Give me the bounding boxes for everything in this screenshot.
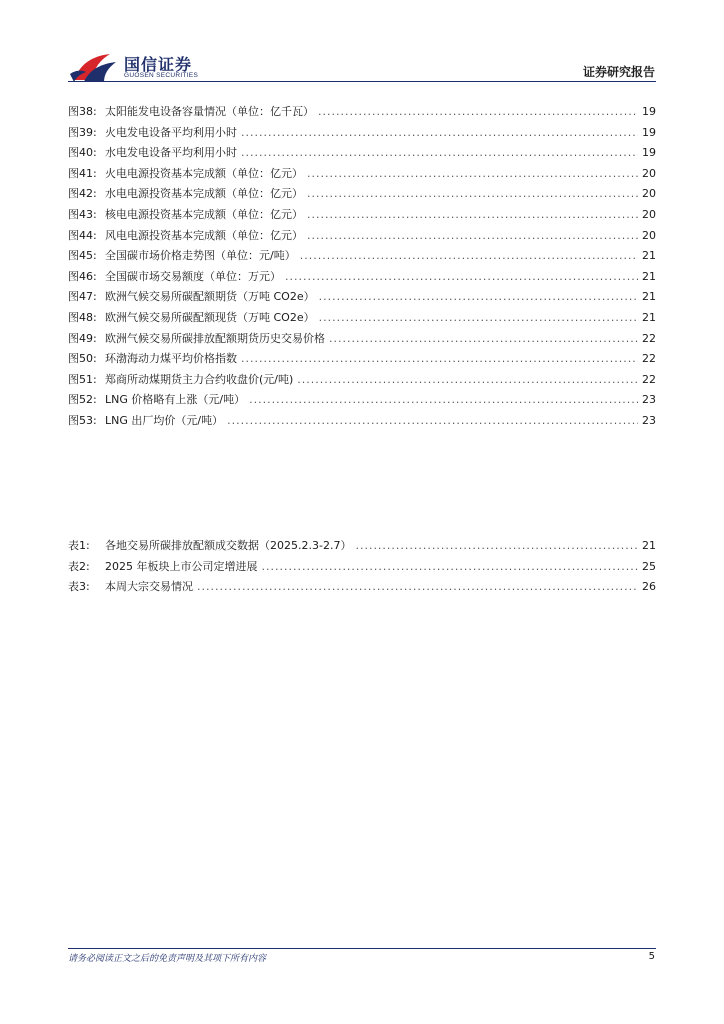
figure-entry[interactable] bbox=[68, 411, 656, 432]
figure-entry-label: 图44: bbox=[68, 228, 97, 242]
figure-entry-page: 20 bbox=[642, 166, 656, 180]
figure-entry-label: 图40: bbox=[68, 146, 97, 160]
figure-entry-label: 图39: bbox=[68, 125, 97, 139]
figure-entry-label: 图49: bbox=[68, 331, 97, 345]
dot-leader bbox=[241, 123, 638, 144]
figure-entry[interactable] bbox=[68, 205, 656, 226]
figure-entry[interactable] bbox=[68, 349, 656, 370]
figure-entry-title: 欧洲气候交易所碳配额现货（万吨 CO2e） bbox=[105, 310, 315, 324]
figure-entry[interactable] bbox=[68, 143, 656, 164]
dot-leader bbox=[319, 308, 638, 329]
figure-entry-label: 图50: bbox=[68, 352, 97, 366]
figure-entry-page: 21 bbox=[642, 269, 656, 283]
figure-entry-page: 21 bbox=[642, 310, 656, 324]
figure-entry-page: 23 bbox=[642, 413, 656, 427]
figure-entry[interactable] bbox=[68, 308, 656, 329]
dot-leader bbox=[355, 536, 638, 557]
figure-entry-title: 核电电源投资基本完成额（单位：亿元） bbox=[105, 207, 303, 221]
footer-divider bbox=[68, 948, 656, 949]
table-entry-title: 2025 年板块上市公司定增进展 bbox=[105, 559, 258, 573]
dot-leader bbox=[300, 246, 638, 267]
figure-entry-label: 图47: bbox=[68, 290, 97, 304]
figure-entry-title: 水电发电设备平均利用小时 bbox=[105, 146, 237, 160]
dot-leader bbox=[241, 143, 638, 164]
dot-leader bbox=[249, 390, 638, 411]
figure-entry-label: 图53: bbox=[68, 413, 97, 427]
figure-entry-title: 欧洲气候交易所碳配额期货（万吨 CO2e） bbox=[105, 290, 315, 304]
figure-entry[interactable] bbox=[68, 123, 656, 144]
figure-entry-page: 22 bbox=[642, 352, 656, 366]
dot-leader bbox=[307, 184, 638, 205]
dot-leader bbox=[307, 164, 638, 185]
figure-entry-title: LNG 出厂均价（元/吨） bbox=[105, 413, 224, 427]
figure-entry[interactable] bbox=[68, 267, 656, 288]
figure-entry[interactable] bbox=[68, 184, 656, 205]
dot-leader bbox=[197, 577, 638, 598]
figure-entry-label: 图45: bbox=[68, 249, 97, 263]
figure-entry-title: 欧洲气候交易所碳排放配额期货历史交易价格 bbox=[105, 331, 325, 345]
figure-entry-page: 20 bbox=[642, 187, 656, 201]
logo-english-name: GUOSEN SECURITIES bbox=[124, 72, 199, 79]
figure-entry-title: 火电电源投资基本完成额（单位：亿元） bbox=[105, 166, 303, 180]
table-entry-label: 表2: bbox=[68, 559, 90, 573]
figure-entry-title: LNG 价格略有上涨（元/吨） bbox=[105, 393, 246, 407]
figure-entry-label: 图46: bbox=[68, 269, 97, 283]
figure-entry[interactable] bbox=[68, 390, 656, 411]
figure-entry-page: 21 bbox=[642, 290, 656, 304]
figure-entry-title: 郑商所动煤期货主力合约收盘价(元/吨) bbox=[105, 372, 294, 386]
figure-entry-label: 图43: bbox=[68, 207, 97, 221]
dot-leader bbox=[319, 287, 638, 308]
figure-entry-label: 图41: bbox=[68, 166, 97, 180]
figure-entry-title: 环渤海动力煤平均价格指数 bbox=[105, 352, 237, 366]
figure-entry-label: 图38: bbox=[68, 105, 97, 118]
figure-entry-title: 水电电源投资基本完成额（单位：亿元） bbox=[105, 187, 303, 201]
guosen-logo-icon bbox=[70, 50, 122, 84]
dot-leader bbox=[241, 349, 638, 370]
figure-index-list bbox=[68, 102, 656, 432]
report-type-label: 证券研究报告 bbox=[582, 65, 655, 79]
figure-entry-label: 图51: bbox=[68, 372, 97, 386]
disclaimer-link[interactable]: 请务必阅读正文之后的免责声明及其项下所有内容 bbox=[68, 954, 267, 964]
figure-entry-title: 风电电源投资基本完成额（单位：亿元） bbox=[105, 228, 303, 242]
figure-entry-title: 太阳能发电设备容量情况（单位：亿千瓦） bbox=[105, 105, 314, 118]
table-entry-page: 26 bbox=[642, 580, 656, 594]
figure-entry-label: 图42: bbox=[68, 187, 97, 201]
figure-entry-label: 图48: bbox=[68, 310, 97, 324]
figure-entry-page: 22 bbox=[642, 331, 656, 345]
dot-leader bbox=[262, 557, 639, 578]
figure-entry[interactable] bbox=[68, 287, 656, 308]
dot-leader bbox=[318, 102, 638, 123]
figure-entry-label: 图52: bbox=[68, 393, 97, 407]
table-entry-page: 21 bbox=[642, 539, 656, 552]
table-entry[interactable] bbox=[68, 536, 656, 557]
figure-entry-page: 20 bbox=[642, 207, 656, 221]
figure-entry-title: 全国碳市场价格走势图（单位：元/吨） bbox=[105, 249, 296, 263]
page-number: 5 bbox=[648, 951, 655, 962]
dot-leader bbox=[307, 205, 638, 226]
figure-entry[interactable] bbox=[68, 164, 656, 185]
figure-entry-page: 19 bbox=[642, 125, 656, 139]
table-entry-title: 本周大宗交易情况 bbox=[105, 580, 193, 594]
table-entry[interactable] bbox=[68, 577, 656, 598]
table-index-list bbox=[68, 536, 656, 598]
figure-entry[interactable] bbox=[68, 370, 656, 391]
figure-entry-page: 22 bbox=[642, 372, 656, 386]
table-entry-page: 25 bbox=[642, 559, 656, 573]
page-header bbox=[0, 0, 724, 90]
figure-entry-page: 20 bbox=[642, 228, 656, 242]
figure-entry[interactable] bbox=[68, 102, 656, 123]
figure-entry-title: 全国碳市场交易额度（单位：万元） bbox=[105, 269, 281, 283]
dot-leader bbox=[307, 226, 638, 247]
table-entry-label: 表1: bbox=[68, 539, 90, 552]
figure-entry[interactable] bbox=[68, 226, 656, 247]
header-divider bbox=[68, 81, 656, 82]
dot-leader bbox=[297, 370, 638, 391]
figure-entry-page: 23 bbox=[642, 393, 656, 407]
figure-entry-page: 19 bbox=[642, 146, 656, 160]
table-entry-title: 各地交易所碳排放配额成交数据（2025.2.3-2.7） bbox=[105, 539, 352, 552]
figure-entry[interactable] bbox=[68, 246, 656, 267]
figure-entry[interactable] bbox=[68, 329, 656, 350]
table-entry[interactable] bbox=[68, 557, 656, 578]
dot-leader bbox=[329, 329, 638, 350]
dot-leader bbox=[285, 267, 638, 288]
guosen-logo bbox=[70, 50, 210, 84]
dot-leader bbox=[227, 411, 638, 432]
logo-chinese-name: 国信证券 bbox=[124, 55, 193, 74]
figure-entry-title: 火电发电设备平均利用小时 bbox=[105, 125, 237, 139]
figure-entry-page: 21 bbox=[642, 249, 656, 263]
figure-entry-page: 19 bbox=[642, 105, 656, 118]
table-entry-label: 表3: bbox=[68, 580, 90, 594]
